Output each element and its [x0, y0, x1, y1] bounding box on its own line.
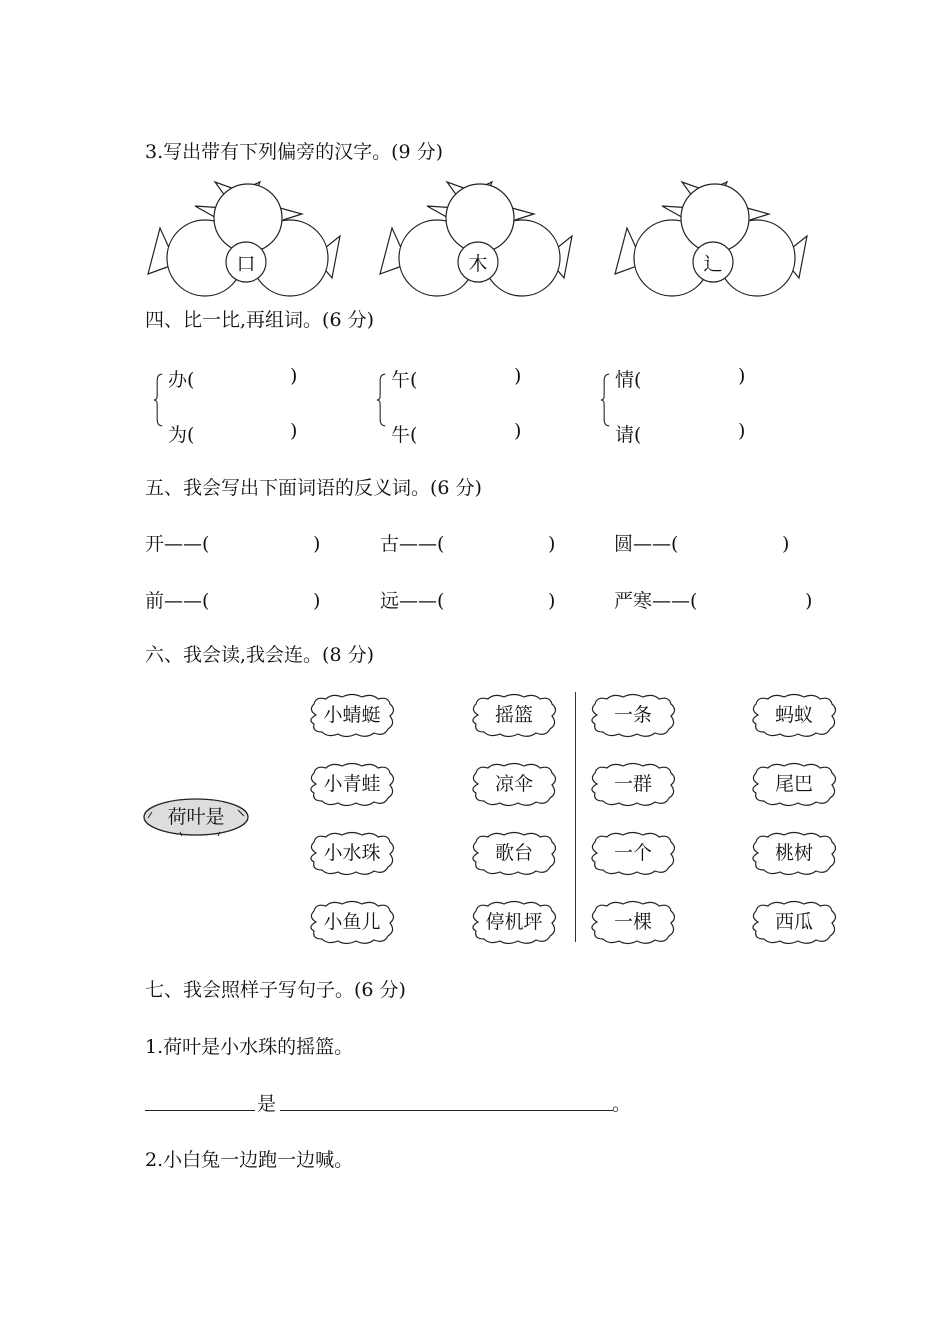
q4-g2-bottom: 牛( [391, 424, 418, 446]
brace-2 [376, 370, 386, 430]
q5-item-2-close: ) [548, 533, 556, 555]
blank-predicate[interactable] [280, 1110, 613, 1111]
column-divider [575, 692, 576, 942]
word-cloud-col1-3[interactable] [306, 830, 398, 876]
word-cloud-col2-2[interactable] [468, 761, 560, 807]
q5-item-5: 远——( [380, 590, 445, 612]
word-cloud-col1-4[interactable] [306, 899, 398, 945]
word-cloud-col3-2[interactable] [587, 761, 679, 807]
word-cloud-col4-4[interactable] [748, 899, 840, 945]
cloud-label: 停机坪 [485, 911, 543, 933]
word-cloud-col1-2[interactable] [306, 761, 398, 807]
leaf-label: 荷叶是 [167, 806, 225, 828]
cloud-label: 一群 [613, 773, 652, 795]
word-cloud-col2-1[interactable] [468, 692, 560, 738]
cloud-label: 小鱼儿 [323, 911, 381, 933]
q5-item-1-close: ) [313, 533, 321, 555]
q4-title: 四、比一比,再组词。(6 分) [145, 309, 374, 331]
cloud-label: 一条 [613, 704, 652, 726]
cloud-label: 小水珠 [323, 842, 381, 864]
word-cloud-col4-1[interactable] [748, 692, 840, 738]
word-cloud-col3-4[interactable] [587, 899, 679, 945]
word-cloud-col2-4[interactable] [468, 899, 560, 945]
q5-item-5-close: ) [548, 590, 556, 612]
q4-g3-bottom: 请( [615, 424, 642, 446]
q5-item-3-close: ) [782, 533, 790, 555]
blank-subject[interactable] [145, 1110, 255, 1111]
q4-g2-bottom-close: ) [514, 420, 522, 442]
word-cloud-col4-2[interactable] [748, 761, 840, 807]
q7-end: 。 [612, 1093, 632, 1115]
cloud-label: 桃树 [774, 842, 813, 864]
q5-item-2: 古——( [380, 533, 445, 555]
q7-example-2: 2.小白兔一边跑一边喊。 [145, 1149, 354, 1171]
q4-g1-top: 办( [168, 369, 195, 391]
cloud-label: 蚂蚁 [774, 704, 813, 726]
q5-item-3: 圆——( [614, 533, 679, 555]
q4-g1-bottom-close: ) [290, 420, 298, 442]
cloud-label: 一个 [613, 842, 652, 864]
q4-g2-top-close: ) [514, 365, 522, 387]
q3-title: 3.写出带有下列偏旁的汉字。(9 分) [145, 141, 444, 163]
brace-1 [153, 370, 163, 430]
word-cloud-col4-3[interactable] [748, 830, 840, 876]
q4-g2-top: 午( [391, 369, 418, 391]
q7-title: 七、我会照样子写句子。(6 分) [145, 979, 406, 1001]
cloud-label: 歌台 [494, 842, 533, 864]
q4-g3-top: 情( [615, 369, 642, 391]
cloud-label: 小青蛙 [323, 773, 381, 795]
word-cloud-col3-1[interactable] [587, 692, 679, 738]
q5-item-4: 前——( [145, 590, 210, 612]
q7-connector: 是 [257, 1093, 277, 1115]
radical-kou: 口 [236, 253, 256, 275]
q4-g1-top-close: ) [290, 365, 298, 387]
brace-3 [600, 370, 610, 430]
flower-diagrams [140, 178, 840, 303]
cloud-label: 尾巴 [774, 773, 813, 795]
q6-title: 六、我会读,我会连。(8 分) [145, 644, 374, 666]
q5-item-4-close: ) [313, 590, 321, 612]
q7-example-1: 1.荷叶是小水珠的摇篮。 [145, 1036, 354, 1058]
q4-g3-top-close: ) [738, 365, 746, 387]
q5-item-6: 严寒——( [614, 590, 698, 612]
cloud-label: 摇篮 [494, 704, 533, 726]
q5-item-1: 开——( [145, 533, 210, 555]
q4-g1-bottom: 为( [168, 424, 195, 446]
word-cloud-col3-3[interactable] [587, 830, 679, 876]
cloud-label: 凉伞 [494, 773, 533, 795]
word-cloud-col1-1[interactable] [306, 692, 398, 738]
radical-chuo: 辶 [703, 253, 723, 275]
cloud-label: 一棵 [613, 911, 652, 933]
q4-g3-bottom-close: ) [738, 420, 746, 442]
word-cloud-col2-3[interactable] [468, 830, 560, 876]
radical-mu: 木 [468, 253, 488, 275]
cloud-label: 西瓜 [774, 911, 813, 933]
q5-title: 五、我会写出下面词语的反义词。(6 分) [145, 477, 482, 499]
cloud-label: 小蜻蜓 [323, 704, 381, 726]
q5-item-6-close: ) [805, 590, 813, 612]
